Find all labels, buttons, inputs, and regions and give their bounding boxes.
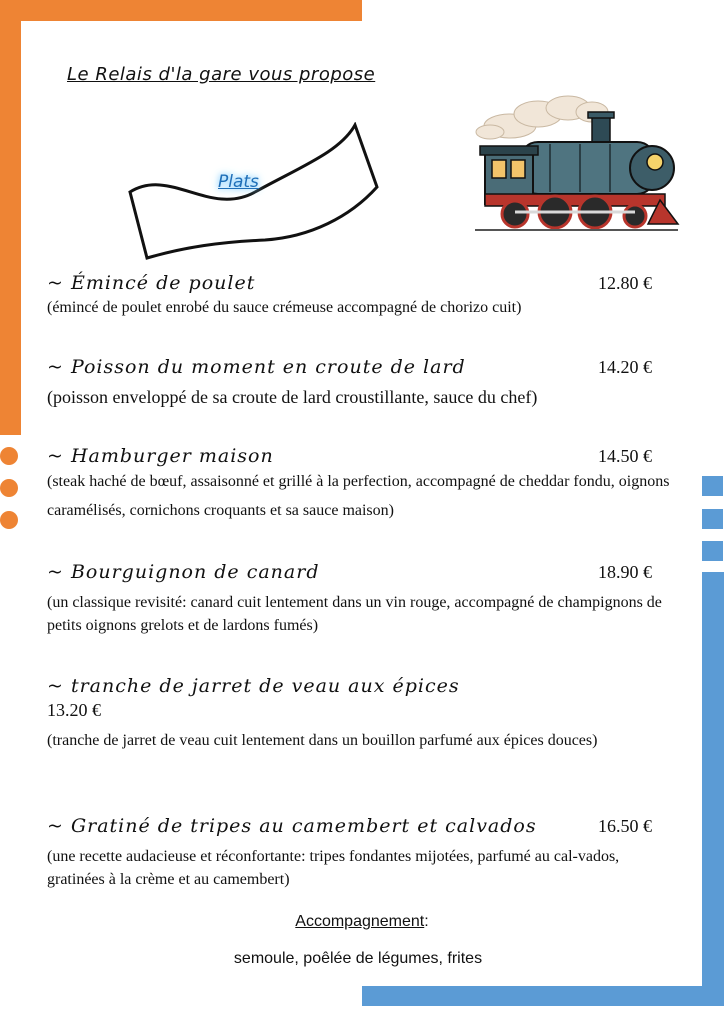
orange-dot [0, 447, 18, 465]
blue-right-bar [702, 572, 724, 1006]
orange-dot [0, 511, 18, 529]
dish-price: 16.50 € [598, 816, 652, 836]
banner-shape [125, 122, 385, 262]
page-title: Le Relais d'la gare vous propose [67, 64, 376, 85]
dish-item [47, 675, 677, 752]
dish-description: (poisson enveloppé de sa croute de lard croustillante, sauce du chef) [47, 387, 538, 407]
dish-price: 12.80 € [598, 273, 652, 293]
orange-dot [0, 479, 18, 497]
dish-item [47, 815, 677, 891]
blue-square [702, 476, 723, 496]
dish-price: 14.20 € [598, 357, 652, 377]
orange-left-bar [0, 0, 21, 435]
blue-square [702, 509, 723, 529]
accompaniment-items: semoule, poêlée de légumes, frites [233, 950, 483, 967]
dish-description: (un classique revisité: canard cuit lentement dans un vin rouge, accompagné de champignons de petits oignons grelots et de lardons fumés) [47, 594, 662, 634]
accompaniment-colon: : [424, 913, 429, 930]
dish-price: 18.90 € [598, 562, 652, 582]
dish-description: (tranche de jarret de veau cuit lentement dans un bouillon parfumé aux épices douces) [47, 732, 598, 749]
dish-name: ~ Poisson du moment en croute de lard [47, 356, 466, 378]
dish-description: (émincé de poulet enrobé du sauce crémeuse accompagné de chorizo cuit) [47, 299, 522, 316]
blue-square [702, 541, 723, 561]
dish-item [47, 561, 677, 637]
accompaniment-heading [0, 913, 724, 931]
blue-bottom-bar [362, 986, 724, 1006]
train-illustration [470, 92, 680, 242]
dish-price: 14.50 € [598, 446, 652, 466]
dish-item [47, 272, 677, 319]
dish-name: ~ tranche de jarret de veau aux épices [47, 675, 460, 697]
dish-price: 13.20 € [47, 700, 101, 720]
dish-description: (une recette audacieuse et réconfortante: tripes fondantes mijotées, parfumé au cal-vados, gratinées à la crème et au camembert) [47, 848, 620, 888]
dish-name: ~ Gratiné de tripes au camembert et calvados [47, 815, 537, 837]
dish-name: ~ Émincé de poulet [47, 272, 256, 294]
dish-item [47, 356, 677, 409]
banner-label: Plats [218, 172, 259, 192]
dish-name: ~ Bourguignon de canard [47, 561, 320, 583]
dish-name: ~ Hamburger maison [47, 445, 274, 467]
orange-top-bar [0, 0, 362, 21]
dish-item [47, 445, 677, 525]
dish-description: (steak haché de bœuf, assaisonné et grillé à la perfection, accompagné de cheddar fondu, oignons caramélisés, cornichons croquants et sa sauce maison) [47, 473, 670, 519]
accompaniment-title: Accompagnement [295, 913, 425, 930]
